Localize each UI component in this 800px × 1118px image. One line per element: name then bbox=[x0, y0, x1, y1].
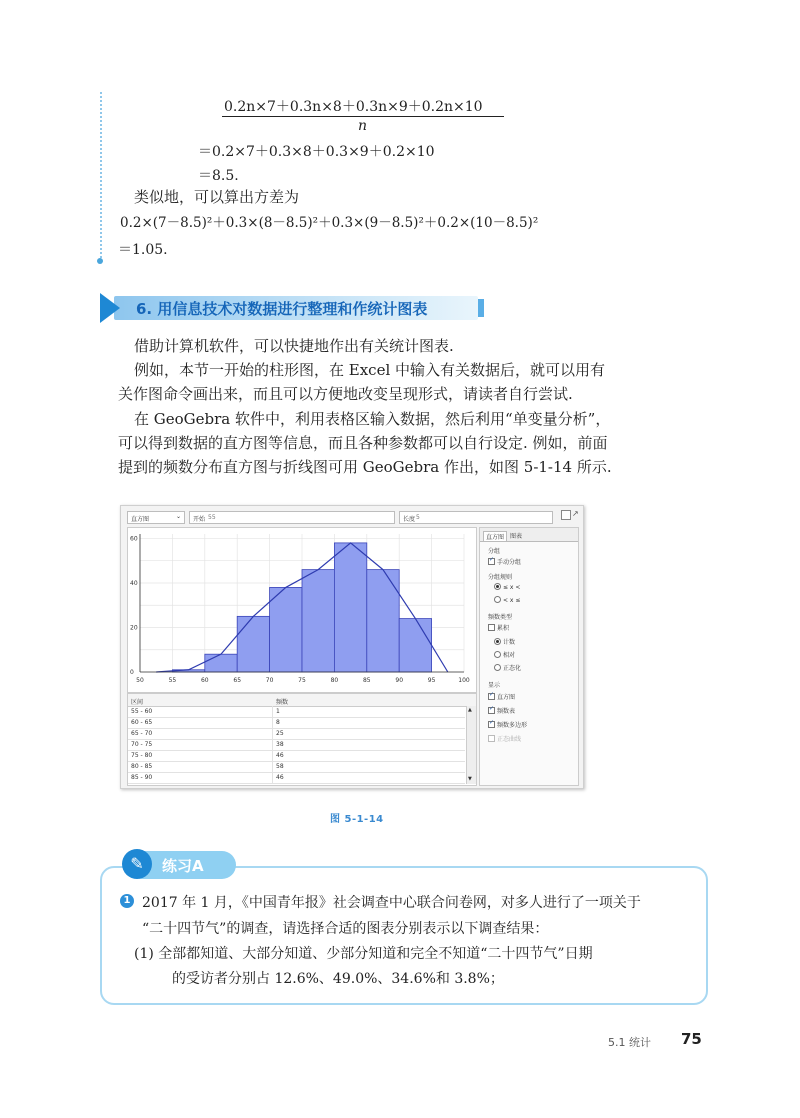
paragraph-2-line-1: 例如，本节一开始的柱形图，在 Excel 中输入有关数据后，就可以用有 bbox=[134, 361, 606, 379]
manual-group-option[interactable] bbox=[488, 557, 521, 566]
radio-icon[interactable] bbox=[494, 638, 501, 645]
checkbox-icon[interactable] bbox=[488, 693, 495, 700]
table-cell-interval: 70 - 75 bbox=[131, 741, 153, 748]
table-column-divider bbox=[272, 728, 273, 739]
table-cell-interval: 60 - 65 bbox=[131, 719, 153, 726]
margin-rule bbox=[100, 92, 102, 262]
histogram-bar bbox=[302, 570, 334, 672]
group-heading: 分组 bbox=[488, 548, 501, 555]
radio-icon[interactable] bbox=[494, 583, 501, 590]
exercise-line-4: 的受访者分别占 12.6%、49.0%、34.6%和 3.8%； bbox=[172, 971, 504, 987]
start-field[interactable] bbox=[189, 511, 395, 524]
paragraph-3-line-1: 在 GeoGebra 软件中，利用表格区输入数据，然后利用“单变量分析”， bbox=[134, 410, 611, 428]
table-cell-frequency: 8 bbox=[276, 719, 280, 726]
table-column-divider bbox=[272, 739, 273, 750]
start-label: 开始 bbox=[193, 516, 206, 523]
chart-type-select[interactable] bbox=[127, 511, 185, 524]
options-panel bbox=[479, 527, 579, 786]
math-step-2: ＝8.5. bbox=[198, 168, 239, 184]
fraction-denominator: n bbox=[358, 118, 368, 134]
histogram-chart bbox=[128, 528, 476, 692]
table-cell-frequency: 1 bbox=[276, 708, 280, 715]
y-tick-label: 20 bbox=[130, 624, 138, 632]
scroll-down-icon[interactable]: ▼ bbox=[468, 776, 472, 782]
histogram-bar bbox=[270, 587, 302, 672]
y-tick-label: 40 bbox=[130, 579, 138, 587]
table-cell-interval: 85 - 90 bbox=[131, 774, 153, 781]
banner-endcap bbox=[478, 299, 484, 317]
normalized-option[interactable] bbox=[494, 663, 521, 672]
exercise-tab bbox=[128, 851, 236, 879]
table-cell-interval: 65 - 70 bbox=[131, 730, 153, 737]
width-field[interactable] bbox=[399, 511, 553, 524]
exercise-line-3: (1) 全部都知道、大部分知道、少部分知道和完全不知道“二十四节气”日期 bbox=[134, 946, 593, 962]
popout-icon[interactable]: ↗ bbox=[572, 509, 579, 518]
checkbox-icon[interactable] bbox=[488, 707, 495, 714]
pencil-icon: ✎ bbox=[122, 849, 152, 879]
cumulative-label: 累积 bbox=[497, 625, 510, 632]
relative-option[interactable] bbox=[494, 650, 515, 659]
math-step-1: ＝0.2×7＋0.3×8＋0.3×9＋0.2×10 bbox=[198, 144, 435, 160]
x-tick-label: 95 bbox=[427, 677, 436, 684]
table-cell-frequency: 25 bbox=[276, 730, 284, 737]
show-freq-table-option[interactable] bbox=[488, 706, 515, 715]
window-icon[interactable] bbox=[561, 510, 571, 520]
exercise-line-2: “二十四节气”的调查，请选择合适的图表分别表示以下调查结果： bbox=[142, 921, 549, 937]
x-tick-label: 100 bbox=[458, 677, 470, 684]
table-column-divider bbox=[272, 717, 273, 728]
count-label: 计数 bbox=[503, 639, 516, 646]
section-title: 6. 用信息技术对数据进行整理和作统计图表 bbox=[136, 300, 428, 318]
histogram-bar bbox=[334, 543, 366, 672]
table-column-divider bbox=[272, 772, 273, 783]
exercise-number: 1 bbox=[120, 894, 134, 908]
width-label: 长度 bbox=[403, 516, 416, 523]
y-tick-label: 60 bbox=[130, 535, 138, 543]
relative-label: 相对 bbox=[503, 652, 516, 659]
checkbox-icon[interactable] bbox=[488, 735, 495, 742]
x-tick-label: 75 bbox=[298, 677, 306, 684]
fraction-bar bbox=[222, 116, 504, 117]
histogram-area bbox=[127, 527, 477, 693]
cumulative-option[interactable] bbox=[488, 623, 509, 632]
paragraph-3-line-3: 提到的频数分布直方图与折线图可用 GeoGebra 作出，如图 5-1-14 所示. bbox=[118, 458, 612, 476]
radio-icon[interactable] bbox=[494, 596, 501, 603]
table-cell-frequency: 58 bbox=[276, 763, 284, 770]
x-tick-label: 50 bbox=[136, 677, 144, 684]
table-cell-interval: 75 - 80 bbox=[131, 752, 153, 759]
paragraph-3-line-2: 可以得到数据的直方图等信息，而且各种参数都可以自行设定. 例如，前面 bbox=[118, 434, 608, 452]
rule-option-2-label: < x ≤ bbox=[503, 597, 521, 604]
start-value: 55 bbox=[208, 514, 216, 521]
scroll-up-icon[interactable]: ▲ bbox=[468, 707, 472, 713]
show-freq-polygon-option[interactable] bbox=[488, 720, 527, 729]
x-tick-label: 55 bbox=[168, 677, 177, 684]
radio-icon[interactable] bbox=[494, 664, 501, 671]
histogram-bar bbox=[399, 619, 431, 672]
x-tick-label: 70 bbox=[265, 677, 274, 684]
margin-dot bbox=[97, 258, 103, 264]
table-column-divider bbox=[272, 750, 273, 761]
rule-option-1-label: ≤ x < bbox=[503, 584, 521, 591]
count-option[interactable] bbox=[494, 637, 515, 646]
x-tick-label: 80 bbox=[330, 677, 339, 684]
x-tick-label: 60 bbox=[200, 677, 209, 684]
rule-option-2[interactable] bbox=[494, 596, 520, 604]
variance-expression: 0.2×(7－8.5)²＋0.3×(8－8.5)²＋0.3×(9－8.5)²＋0.2×(10－8.5)² bbox=[120, 215, 539, 231]
checkbox-icon[interactable] bbox=[488, 721, 495, 728]
table-column-divider bbox=[272, 706, 273, 717]
paragraph-2-line-2: 关作图命令画出来，而且可以方便地改变呈现形式，请读者自行尝试. bbox=[118, 385, 573, 403]
chevron-down-icon: ⌄ bbox=[176, 513, 182, 520]
histogram-bar bbox=[367, 570, 399, 672]
page-number: 75 bbox=[681, 1030, 702, 1048]
x-tick-label: 85 bbox=[362, 677, 371, 684]
geogebra-screenshot bbox=[120, 505, 584, 789]
footer-section: 5.1 统计 bbox=[608, 1036, 651, 1049]
radio-icon[interactable] bbox=[494, 651, 501, 658]
rule-option-1[interactable] bbox=[494, 583, 520, 591]
width-value: 5 bbox=[416, 514, 420, 521]
rule-heading: 分组规则 bbox=[488, 574, 513, 581]
x-tick-label: 90 bbox=[395, 677, 404, 684]
fraction-numerator: 0.2n×7＋0.3n×8＋0.3n×9＋0.2n×10 bbox=[224, 99, 483, 115]
show-freq-table-label: 频数表 bbox=[497, 708, 516, 715]
show-heading: 显示 bbox=[488, 682, 501, 689]
table-scrollbar[interactable] bbox=[466, 706, 476, 784]
banner-arrow-icon bbox=[100, 293, 120, 323]
table-cell-interval: 55 - 60 bbox=[131, 708, 153, 715]
normalized-label: 正态化 bbox=[503, 665, 522, 672]
table-cell-frequency: 46 bbox=[276, 752, 284, 759]
y-tick-label: 0 bbox=[130, 669, 134, 676]
x-tick-label: 65 bbox=[233, 677, 242, 684]
variance-intro: 类似地，可以算出方差为 bbox=[134, 188, 300, 206]
table-row bbox=[128, 772, 465, 784]
normal-curve-option[interactable] bbox=[488, 734, 521, 743]
show-histogram-option[interactable] bbox=[488, 692, 515, 701]
variance-result: ＝1.05. bbox=[118, 242, 168, 258]
manual-group-label: 手动分组 bbox=[497, 559, 522, 566]
show-freq-polygon-label: 频数多边形 bbox=[497, 722, 528, 729]
exercise-tab-label: 练习A bbox=[162, 857, 204, 875]
freq-heading: 频数类型 bbox=[488, 614, 513, 621]
checkbox-icon[interactable] bbox=[488, 558, 495, 565]
frequency-table bbox=[127, 693, 477, 786]
figure-caption: 图 5-1-14 bbox=[330, 814, 384, 825]
table-header-frequency: 频数 bbox=[276, 699, 289, 706]
tab-histogram[interactable]: 直方图 bbox=[483, 531, 507, 542]
tab-chart[interactable]: 图表 bbox=[510, 533, 523, 540]
section-banner bbox=[100, 293, 484, 323]
chart-type-value: 直方图 bbox=[131, 516, 150, 523]
histogram-bar bbox=[237, 616, 269, 672]
panel-tabs bbox=[480, 528, 578, 542]
table-cell-frequency: 38 bbox=[276, 741, 284, 748]
table-column-divider bbox=[272, 761, 273, 772]
checkbox-icon[interactable] bbox=[488, 624, 495, 631]
paragraph-1: 借助计算机软件，可以快捷地作出有关统计图表. bbox=[134, 337, 454, 355]
normal-curve-label: 正态曲线 bbox=[497, 736, 522, 743]
table-header-interval: 区间 bbox=[131, 699, 144, 706]
table-cell-frequency: 46 bbox=[276, 774, 284, 781]
exercise-line-1: 2017 年 1 月，《中国青年报》社会调查中心联合问卷网，对多人进行了一项关于 bbox=[142, 895, 641, 911]
histogram-bar bbox=[205, 654, 237, 672]
show-histogram-label: 直方图 bbox=[497, 694, 516, 701]
table-cell-interval: 80 - 85 bbox=[131, 763, 153, 770]
